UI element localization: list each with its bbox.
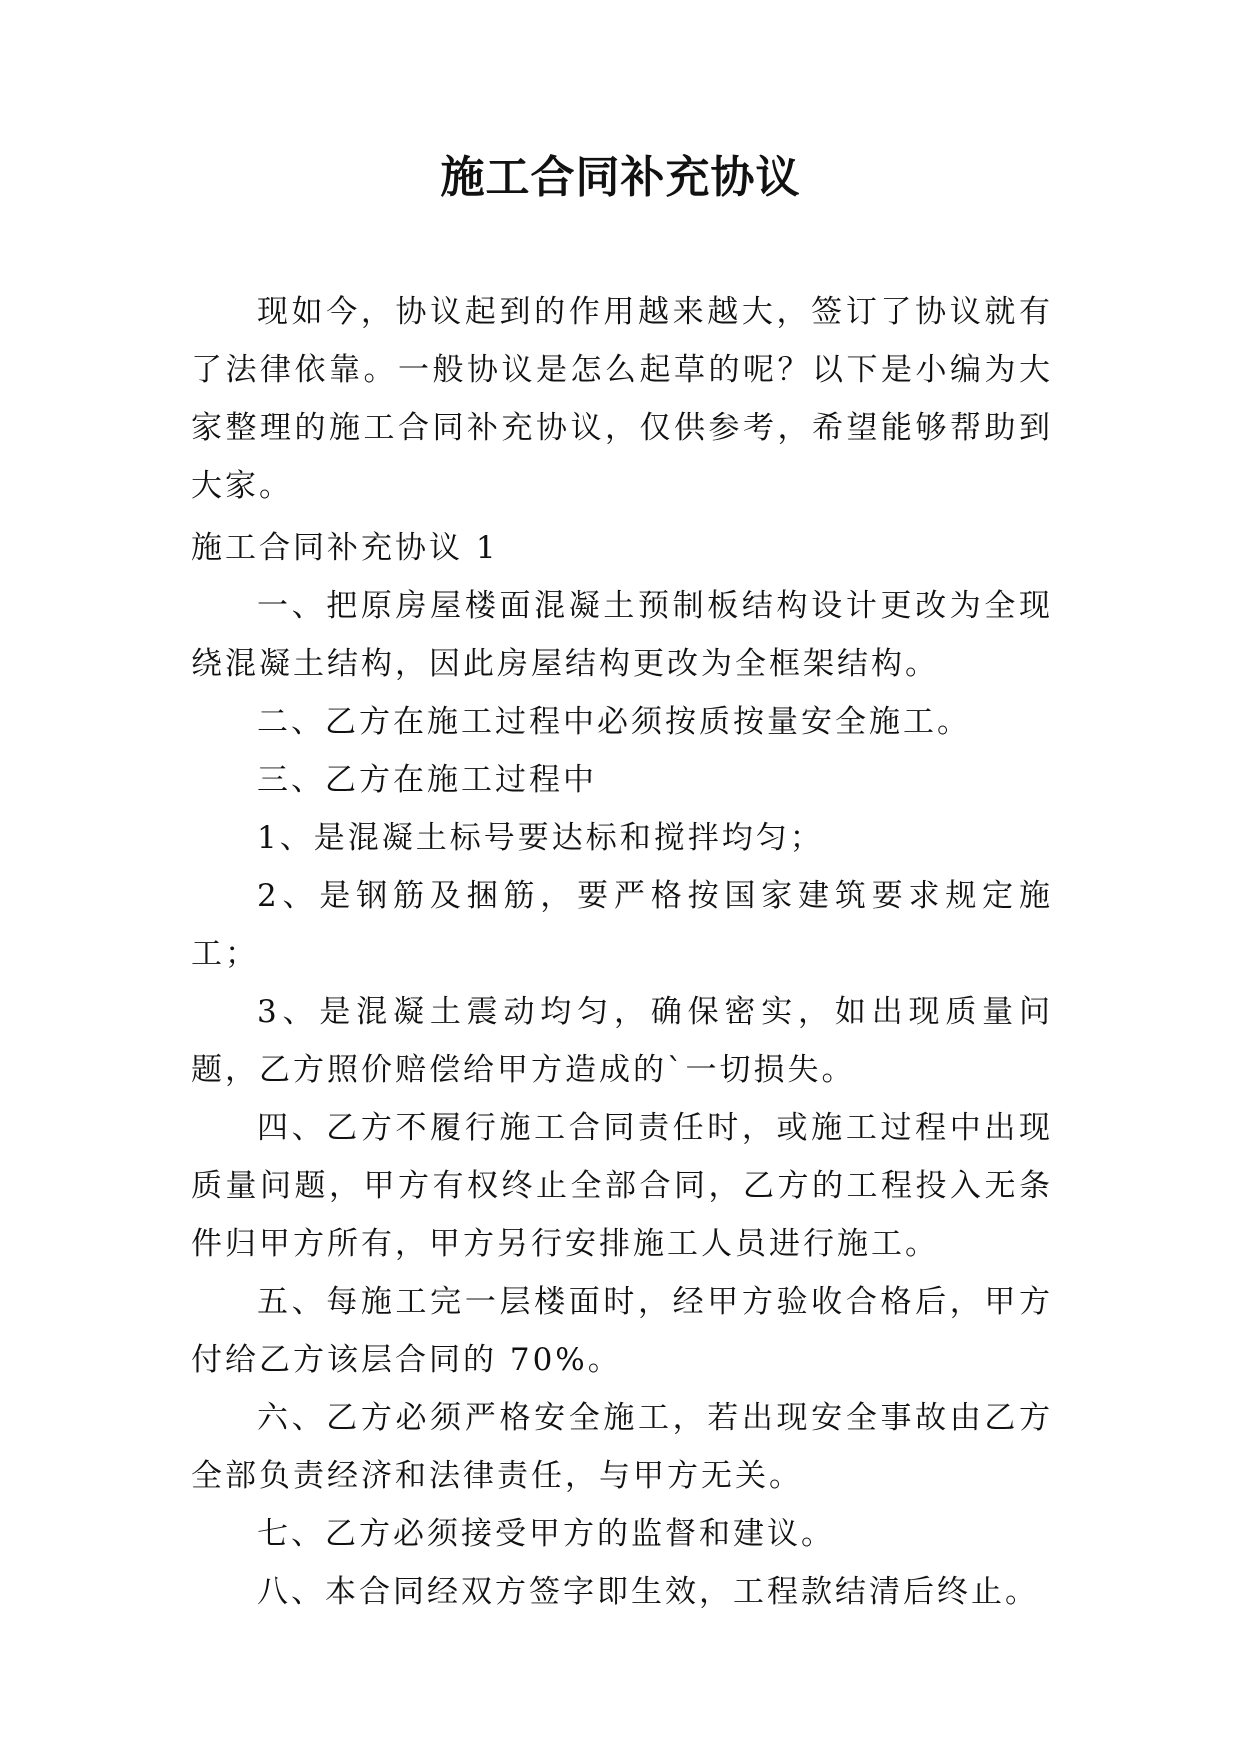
clause-1: 一、把原房屋楼面混凝土预制板结构设计更改为全现绕混凝土结构，因此房屋结构更改为全框架结构。 <box>191 588 1053 682</box>
clause-4: 四、乙方不履行施工合同责任时，或施工过程中出现质量问题，甲方有权终止全部合同，乙方的工程投入无条件归甲方所有，甲方另行安排施工人员进行施工。 <box>191 1110 1053 1262</box>
section-heading: 施工合同补充协议 1 <box>191 530 499 566</box>
clause-3-item-3: 3、是混凝土震动均匀，确保密实，如出现质量问题，乙方照价赔偿给甲方造成的`一切损失。 <box>191 994 1053 1088</box>
clause-2: 二、乙方在施工过程中必须按质按量安全施工。 <box>257 704 971 740</box>
clause-3-item-1: 1、是混凝土标号要达标和搅拌均匀； <box>257 820 824 856</box>
document-title: 施工合同补充协议 <box>440 152 801 203</box>
clause-8: 八、本合同经双方签字即生效，工程款结清后终止。 <box>257 1574 1039 1610</box>
clause-6: 六、乙方必须严格安全施工，若出现安全事故由乙方全部负责经济和法律责任，与甲方无关。 <box>191 1400 1053 1494</box>
clause-5: 五、每施工完一层楼面时，经甲方验收合格后，甲方付给乙方该层合同的 70%。 <box>191 1284 1053 1378</box>
clause-list <box>191 577 1053 1621</box>
clause-3-item-2: 2、是钢筋及捆筋，要严格按国家建筑要求规定施工； <box>191 878 1053 972</box>
clause-7: 七、乙方必须接受甲方的监督和建议。 <box>257 1516 835 1552</box>
clause-3: 三、乙方在施工过程中 <box>257 762 597 798</box>
intro-text: 现如今，协议起到的作用越来越大，签订了协议就有了法律依靠。一般协议是怎么起草的呢？以下是小编为大家整理的施工合同补充协议，仅供参考，希望能够帮助到大家。 <box>191 294 1053 504</box>
intro-paragraph <box>191 283 1053 515</box>
